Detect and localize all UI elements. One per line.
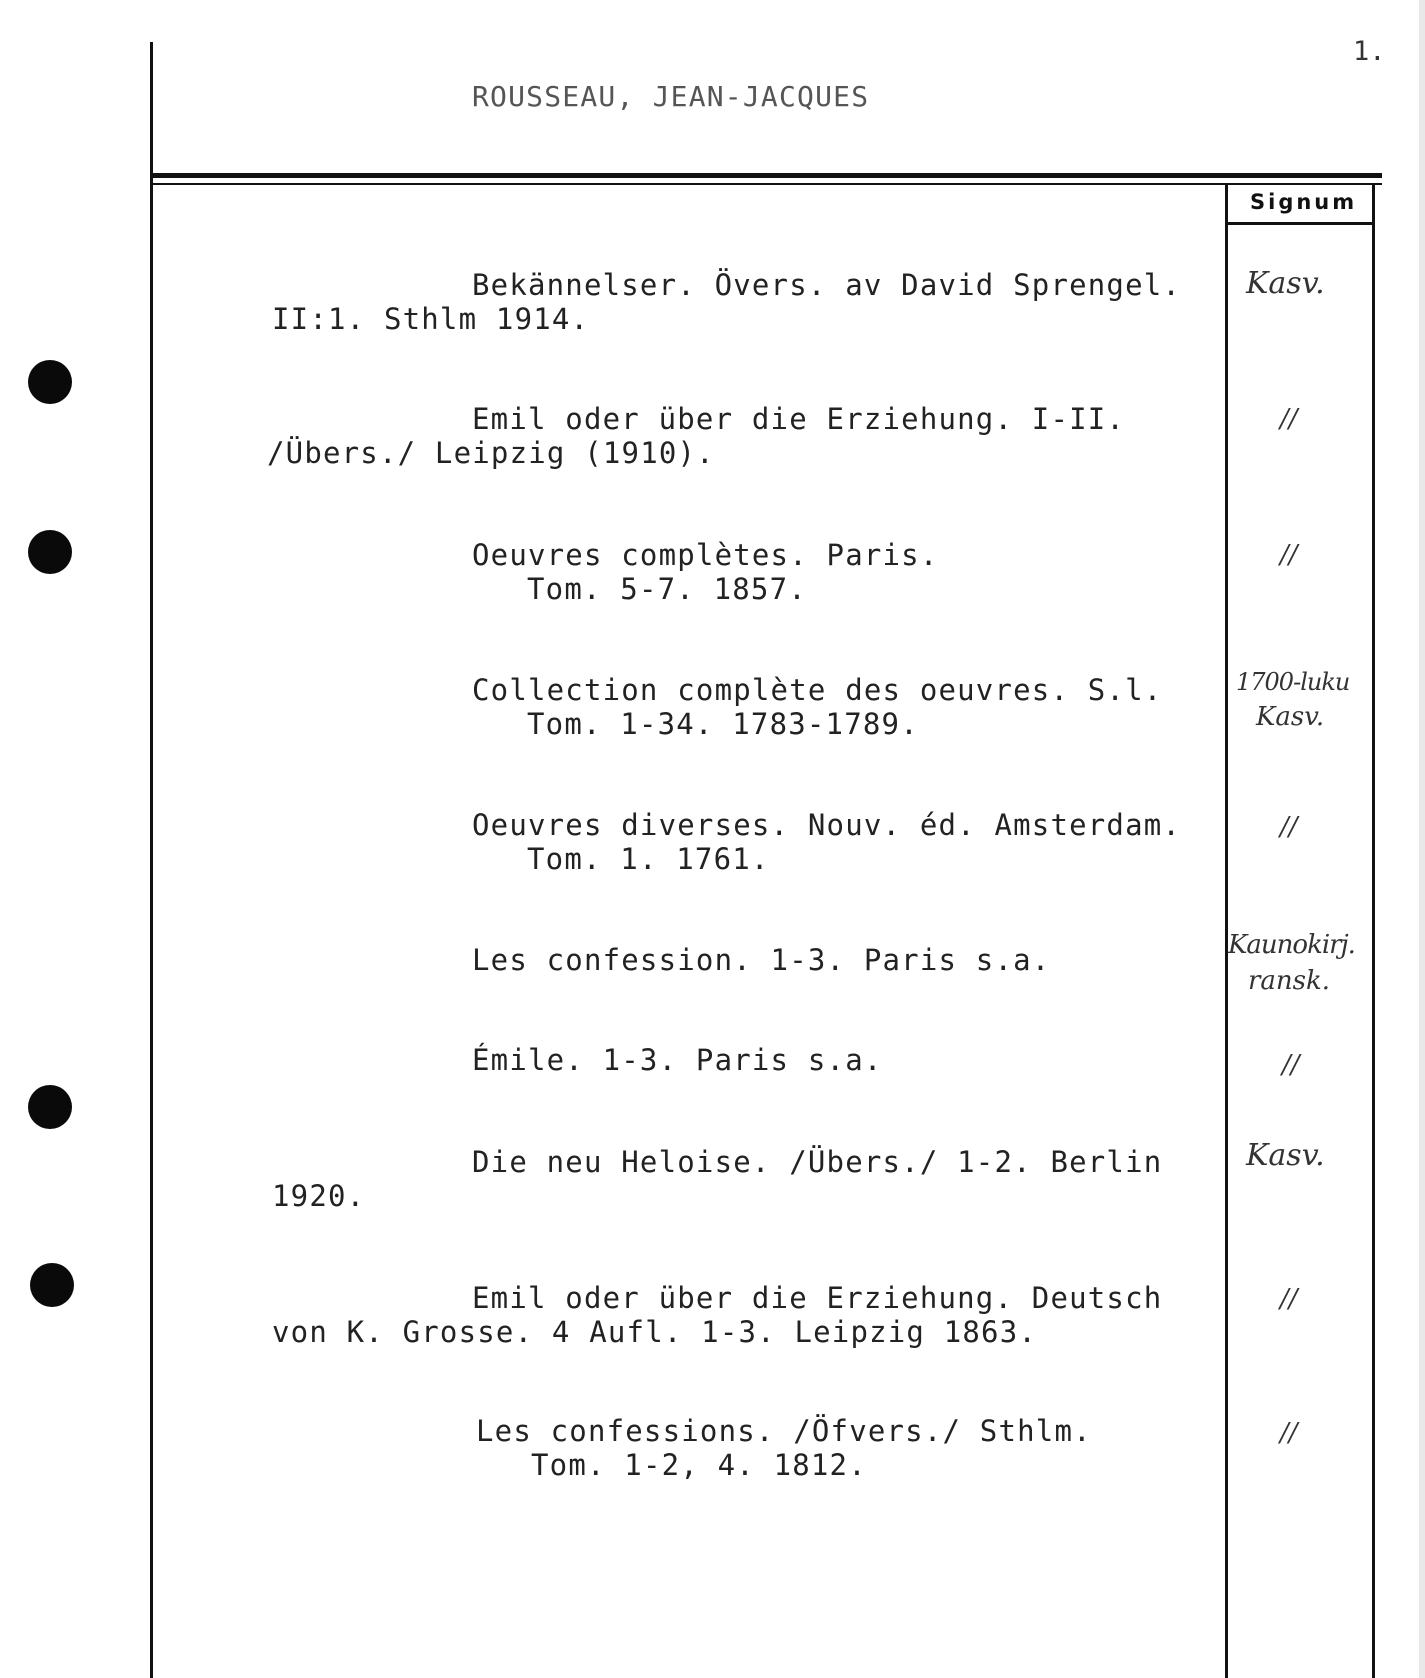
entry-line: Tom. 1. 1761. — [527, 842, 770, 876]
entry-line: Emil oder über die Erziehung. Deutsch — [472, 1281, 1163, 1315]
punch-hole — [30, 1263, 74, 1307]
signum-note: // — [1280, 812, 1298, 842]
punch-hole — [28, 530, 72, 574]
signum-note: 1700-luku — [1236, 668, 1350, 696]
page-number: 1. — [1353, 36, 1386, 67]
entry-line: Emil oder über die Erziehung. I-II. — [472, 402, 1126, 436]
header-rule-thin — [152, 183, 1382, 185]
entry-line: Oeuvres diverses. Nouv. éd. Amsterdam. — [472, 808, 1182, 842]
signum-note: // — [1280, 540, 1298, 570]
signum-note: // — [1280, 1284, 1298, 1314]
heading: ROUSSEAU, JEAN-JACQUES — [472, 80, 870, 113]
entry-line: 1920. — [272, 1179, 366, 1213]
entry-line: Émile. 1-3. Paris s.a. — [472, 1043, 883, 1077]
signum-column-right-rule — [1372, 185, 1375, 1678]
entry-line: Tom. 1-34. 1783-1789. — [527, 707, 919, 741]
signum-note: // — [1280, 1418, 1298, 1448]
signum-note: ransk. — [1248, 966, 1331, 996]
entry-line: Bekännelser. Övers. av David Sprengel. — [472, 268, 1182, 302]
signum-note: Kasv. — [1246, 1138, 1325, 1173]
signum-note: Kasv. — [1256, 702, 1325, 732]
signum-note: // — [1282, 1050, 1300, 1080]
signum-note: Kaunokirj. — [1228, 930, 1355, 960]
entry-line: /Übers./ Leipzig (1910). — [267, 436, 715, 470]
entry-line: Tom. 5-7. 1857. — [527, 572, 807, 606]
left-margin-rule — [150, 42, 153, 1678]
entry-line: Les confession. 1-3. Paris s.a. — [472, 943, 1051, 977]
signum-note: // — [1280, 404, 1298, 434]
punch-hole — [28, 360, 72, 404]
header-rule-thick — [152, 173, 1382, 178]
punch-hole — [28, 1085, 72, 1129]
entry-line: II:1. Sthlm 1914. — [272, 302, 590, 336]
scan-edge — [1419, 0, 1425, 1678]
entry-line: von K. Grosse. 4 Aufl. 1-3. Leipzig 1863. — [272, 1315, 1038, 1349]
entry-line: Tom. 1-2, 4. 1812. — [531, 1448, 867, 1482]
signum-label: Signum — [1250, 190, 1358, 214]
entry-line: Les confessions. /Öfvers./ Sthlm. — [476, 1414, 1092, 1448]
signum-note: Kasv. — [1246, 266, 1325, 301]
entry-line: Oeuvres complètes. Paris. — [472, 538, 939, 572]
signum-header-rule — [1225, 222, 1373, 225]
entry-line: Die neu Heloise. /Übers./ 1-2. Berlin — [472, 1145, 1163, 1179]
entry-line: Collection complète des oeuvres. S.l. — [472, 673, 1163, 707]
